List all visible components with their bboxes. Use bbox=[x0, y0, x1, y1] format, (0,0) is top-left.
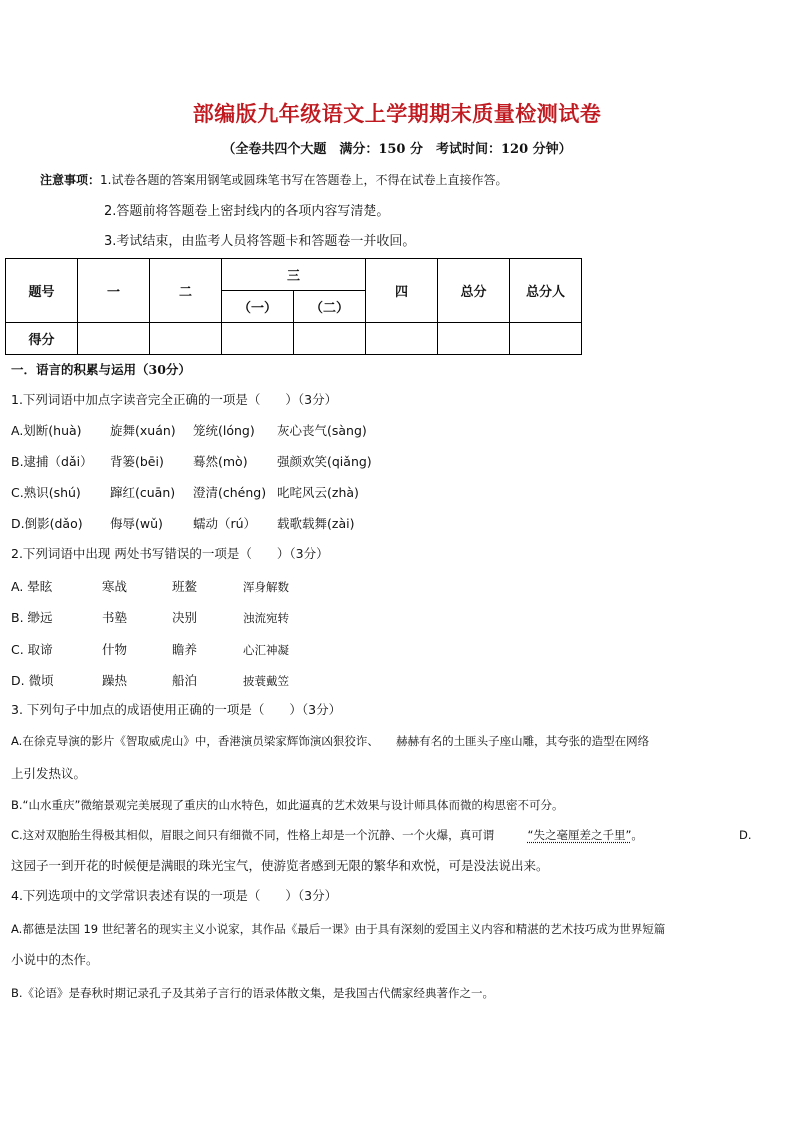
q2-option: B. 缈远 bbox=[11, 610, 53, 625]
q1-option: 笼统(lóng) bbox=[193, 423, 255, 438]
q1-stem: 1.下列词语中加点字读音完全正确的一项是（ ）（3分） bbox=[11, 392, 338, 407]
score-cell bbox=[294, 323, 366, 355]
q2-option: 躁热 bbox=[102, 673, 128, 688]
notice-item-3: 3.考试结束，由监考人员将答题卡和答题卷一并收回。 bbox=[104, 234, 416, 249]
q1-option: 叱咤风云(zhà) bbox=[277, 485, 359, 500]
q2-option: D. 微顷 bbox=[11, 673, 54, 688]
q1-option: 侮辱(wǔ) bbox=[110, 516, 163, 531]
header-part-2: 二 bbox=[150, 259, 222, 323]
header-part-3: 三 bbox=[222, 259, 366, 291]
score-cell bbox=[510, 323, 582, 355]
q1-option: 澄清(chéng) bbox=[193, 485, 267, 500]
q2-option: 浑身解数 bbox=[243, 580, 289, 594]
notice-line-1 bbox=[40, 172, 507, 188]
header-part-4: 四 bbox=[366, 259, 438, 323]
q2-option: 心汇神凝 bbox=[243, 643, 289, 657]
q1-option: 蓦然(mò) bbox=[193, 454, 248, 469]
q3-option-a-part-1: A.在徐克导演的影片《智取威虎山》中，香港演员梁家辉饰演凶狠狡诈、 bbox=[11, 734, 379, 748]
q2-option: C. 取谛 bbox=[11, 642, 53, 657]
header-part-3-sub-1: （一） bbox=[222, 291, 294, 323]
notice-item-2: 2.答题前将答题卷上密封线内的各项内容写清楚。 bbox=[104, 204, 390, 219]
q2-option: 书塾 bbox=[102, 610, 128, 625]
q4-option-a-line-2: 小说中的杰作。 bbox=[11, 952, 99, 967]
exam-title: 部编版九年级语文上学期期末质量检测试卷 bbox=[192, 101, 602, 126]
q3-option-a-line-1 bbox=[11, 732, 649, 750]
q3-stem: 3. 下列句子中加点的成语使用正确的一项是（ ）（3分） bbox=[11, 702, 342, 717]
q2-option: 瞻养 bbox=[172, 642, 198, 657]
q3-option-b: B.“山水重庆”微缩景观完美展现了重庆的山水特色，如此逼真的艺术效果与设计师具体而微的构思密不可分。 bbox=[11, 798, 564, 812]
header-grader: 总分人 bbox=[510, 259, 582, 323]
header-question-no: 题号 bbox=[6, 259, 78, 323]
score-label: 得分 bbox=[6, 323, 78, 355]
q2-option: 什物 bbox=[102, 642, 128, 657]
q2-stem: 2.下列词语中出现 两处书写错误的一项是（ ）（3分） bbox=[11, 546, 329, 561]
q1-option: 背篓(bēi) bbox=[110, 454, 164, 469]
q3-option-d-label: D. bbox=[739, 828, 752, 842]
q2-option: A. 晕眩 bbox=[11, 579, 53, 594]
q1-option: 载歌载舞(zài) bbox=[277, 516, 355, 531]
score-cell bbox=[78, 323, 150, 355]
exam-subtitle: （全卷共四个大题 满分：150 分 考试时间：120 分钟） bbox=[222, 142, 572, 157]
q1-option: 强颜欢笑(qiǎng) bbox=[277, 454, 372, 469]
score-table bbox=[5, 258, 582, 355]
q1-option: B.逮捕（dǎi） bbox=[11, 454, 93, 469]
q1-option: 灰心丧气(sàng) bbox=[277, 423, 367, 438]
q3-option-d: 这园子一到开花的时候便是满眼的珠光宝气，使游览者感到无限的繁华和欢悦，可是没法说出来。 bbox=[11, 858, 549, 873]
score-cell bbox=[150, 323, 222, 355]
q1-option: D.倒影(dǎo) bbox=[11, 516, 83, 531]
q1-option: 旋舞(xuán) bbox=[110, 423, 176, 438]
q3-option-c-idiom: “失之毫厘差之千里” bbox=[527, 828, 632, 842]
q4-stem: 4.下列选项中的文学常识表述有误的一项是（ ）（3分） bbox=[11, 888, 338, 903]
score-cell bbox=[222, 323, 294, 355]
q2-option: 船泊 bbox=[172, 673, 198, 688]
header-part-3-sub-2: （二） bbox=[294, 291, 366, 323]
header-total: 总分 bbox=[438, 259, 510, 323]
q2-option: 寒战 bbox=[102, 579, 128, 594]
q2-option: 浊流宛转 bbox=[243, 611, 289, 625]
q4-option-b: B.《论语》是春秋时期记录孔子及其弟子言行的语录体散文集，是我国古代儒家经典著作之一。 bbox=[11, 986, 495, 1000]
q2-option: 披蓑戴笠 bbox=[243, 674, 289, 688]
q1-option: 蹿红(cuān) bbox=[110, 485, 176, 500]
q3-option-c-end: 。 bbox=[631, 828, 643, 842]
q1-option: A.划断(huà) bbox=[11, 423, 82, 438]
score-cell bbox=[366, 323, 438, 355]
q1-option: C.熟识(shú) bbox=[11, 485, 81, 500]
header-part-1: 一 bbox=[78, 259, 150, 323]
q3-option-a-line-2: 上引发热议。 bbox=[11, 766, 87, 781]
q3-option-c-line-1 bbox=[11, 826, 787, 844]
q1-option: 蠕动（rú） bbox=[193, 516, 257, 531]
score-cell bbox=[438, 323, 510, 355]
q3-option-a-part-2: 赫赫有名的土匪头子座山雕，其夸张的造型在网络 bbox=[396, 734, 650, 748]
section-1-heading: 一．语言的积累与运用（30分） bbox=[11, 362, 191, 377]
notice-label: 注意事项： bbox=[40, 173, 101, 187]
notice-item-1: 1.试卷各题的答案用钢笔或圆珠笔书写在答题卷上，不得在试卷上直接作答。 bbox=[100, 173, 508, 187]
q4-option-a-line-1: A.都德是法国 19 世纪著名的现实主义小说家，其作品《最后一课》由于具有深刻的爱国主义内容和精湛的艺术技巧成为世界短篇 bbox=[11, 922, 666, 936]
q2-option: 班鳌 bbox=[172, 579, 198, 594]
q3-option-c-text: C.这对双胞胎生得极其相似，眉眼之间只有细微不同，性格上却是一个沉静、一个火爆，真可谓 bbox=[11, 828, 495, 842]
q2-option: 决别 bbox=[172, 610, 198, 625]
